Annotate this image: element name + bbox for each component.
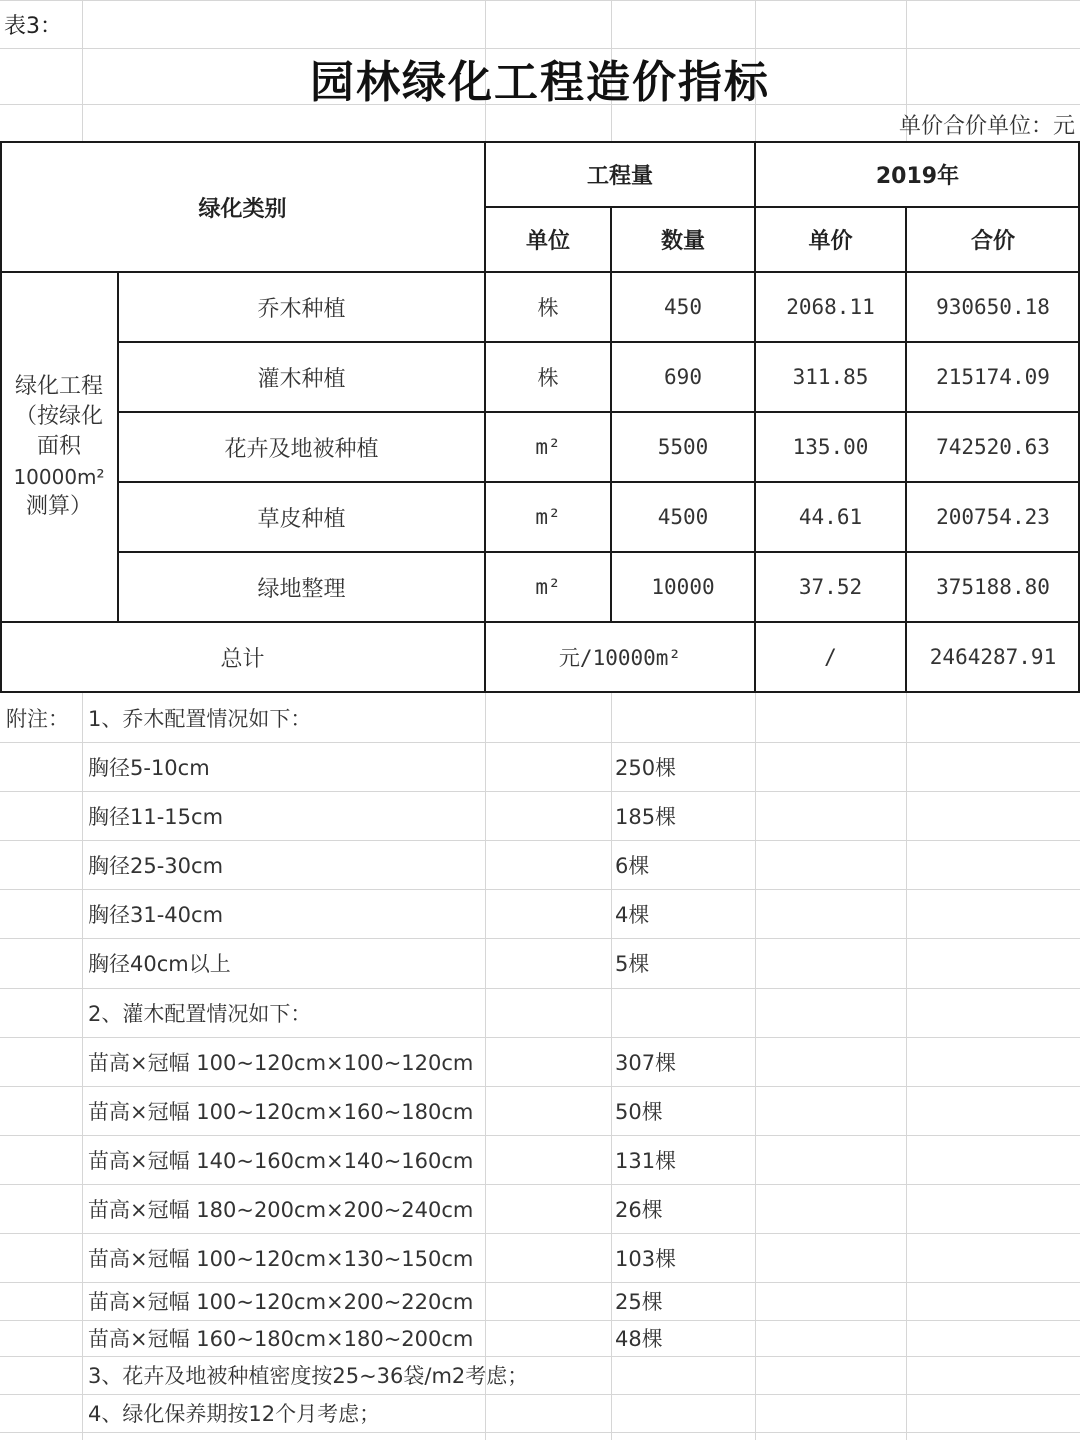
- row-price: 44.61: [798, 505, 863, 529]
- row-qty: 4500: [657, 505, 709, 529]
- tree-count: 6棵: [615, 853, 650, 878]
- row-unit: m²: [535, 505, 561, 529]
- row-unit: 株: [537, 296, 559, 320]
- tree-spec: 胸径25-30cm: [88, 853, 224, 878]
- row-total: 375188.80: [936, 575, 1050, 599]
- row-unit: m²: [535, 575, 561, 599]
- row-item: 灌木种植: [257, 366, 346, 392]
- shrub-count: 307棵: [615, 1050, 677, 1075]
- header-category: 绿化类别: [198, 196, 287, 222]
- tree-count: 4棵: [615, 902, 650, 927]
- shrub-spec: 苗高×冠幅 100~120cm×160~180cm: [88, 1099, 474, 1124]
- group-label-line: 10000m²: [13, 465, 105, 489]
- row-qty: 450: [664, 295, 702, 319]
- unit-note: 单价合价单位：元: [898, 113, 1075, 139]
- row-qty: 690: [664, 365, 702, 389]
- total-sum: 2464287.91: [929, 645, 1057, 669]
- tree-spec: 胸径40cm以上: [88, 951, 231, 976]
- row-price: 311.85: [792, 365, 869, 389]
- row-qty: 10000: [651, 575, 715, 599]
- shrub-spec: 苗高×冠幅 100~120cm×200~220cm: [88, 1290, 474, 1314]
- row-unit: m²: [535, 435, 561, 459]
- tree-count: 185棵: [615, 804, 677, 829]
- grid-line-v: [906, 692, 907, 1440]
- shrub-count: 131棵: [615, 1148, 677, 1173]
- group-label-line: （按绿化: [14, 404, 103, 429]
- group-label-line: 测算）: [25, 494, 92, 519]
- note-3: 3、花卉及地被种植密度按25~36袋/m2考虑；: [88, 1364, 529, 1388]
- header-quantity: 数量: [660, 229, 705, 254]
- group-label-line: 绿化工程: [14, 374, 103, 399]
- shrub-count: 103棵: [615, 1246, 677, 1271]
- row-total: 200754.23: [936, 505, 1050, 529]
- shrub-count: 48棵: [615, 1327, 663, 1351]
- row-price: 2068.11: [786, 295, 875, 319]
- row-unit: 株: [537, 366, 559, 390]
- notes-prefix: 附注：: [6, 707, 69, 731]
- header-unit: 单位: [525, 229, 570, 254]
- shrub-spec: 苗高×冠幅 100~120cm×130~150cm: [88, 1246, 474, 1271]
- note-4: 4、绿化保养期按12个月考虑；: [88, 1402, 381, 1426]
- table-label: 表3：: [4, 13, 62, 39]
- shrub-spec: 苗高×冠幅 100~120cm×100~120cm: [88, 1050, 474, 1075]
- grid-line-v: [906, 0, 907, 50]
- grid-line-v: [755, 692, 756, 1440]
- group-label-line: 面积: [36, 434, 81, 459]
- row-price: 135.00: [792, 435, 869, 459]
- total-unit: 元/10000m²: [558, 646, 682, 670]
- header-unit-price: 单价: [808, 229, 853, 254]
- shrub-spec: 苗高×冠幅 160~180cm×180~200cm: [88, 1327, 474, 1351]
- row-item: 草皮种植: [257, 506, 346, 532]
- shrub-spec: 苗高×冠幅 180~200cm×200~240cm: [88, 1197, 474, 1222]
- total-price: /: [824, 645, 837, 669]
- row-item: 乔木种植: [257, 296, 346, 322]
- row-item: 花卉及地被种植: [224, 436, 379, 462]
- tree-count: 250棵: [615, 755, 677, 780]
- grid-line-v: [485, 692, 486, 1440]
- grid-line-h: [0, 0, 1080, 1]
- shrub-spec: 苗高×冠幅 140~160cm×140~160cm: [88, 1148, 474, 1173]
- row-total: 215174.09: [936, 365, 1050, 389]
- shrub-count: 25棵: [615, 1290, 663, 1314]
- shrub-count: 50棵: [615, 1099, 663, 1124]
- tree-heading: 1、乔木配置情况如下：: [88, 707, 312, 731]
- shrub-heading: 2、灌木配置情况如下：: [88, 1001, 312, 1026]
- grid-line-v: [755, 0, 756, 50]
- tree-spec: 胸径11-15cm: [88, 804, 224, 829]
- tree-spec: 胸径5-10cm: [88, 755, 210, 780]
- row-price: 37.52: [798, 575, 863, 599]
- group-label: [0, 272, 118, 622]
- shrub-count: 26棵: [615, 1197, 663, 1222]
- page-title: 园林绿化工程造价指标: [310, 57, 770, 108]
- row-total: 930650.18: [936, 295, 1050, 319]
- tree-count: 5棵: [615, 951, 650, 976]
- grid-line-h: [0, 1432, 1080, 1433]
- row-total: 742520.63: [936, 435, 1050, 459]
- header-year: 2019年: [875, 164, 960, 189]
- header-total-price: 合价: [970, 229, 1015, 254]
- total-label: 总计: [220, 646, 265, 672]
- tree-spec: 胸径31-40cm: [88, 902, 224, 927]
- row-qty: 5500: [657, 435, 709, 459]
- row-item: 绿地整理: [257, 576, 346, 602]
- header-quantity-group: 工程量: [586, 164, 653, 189]
